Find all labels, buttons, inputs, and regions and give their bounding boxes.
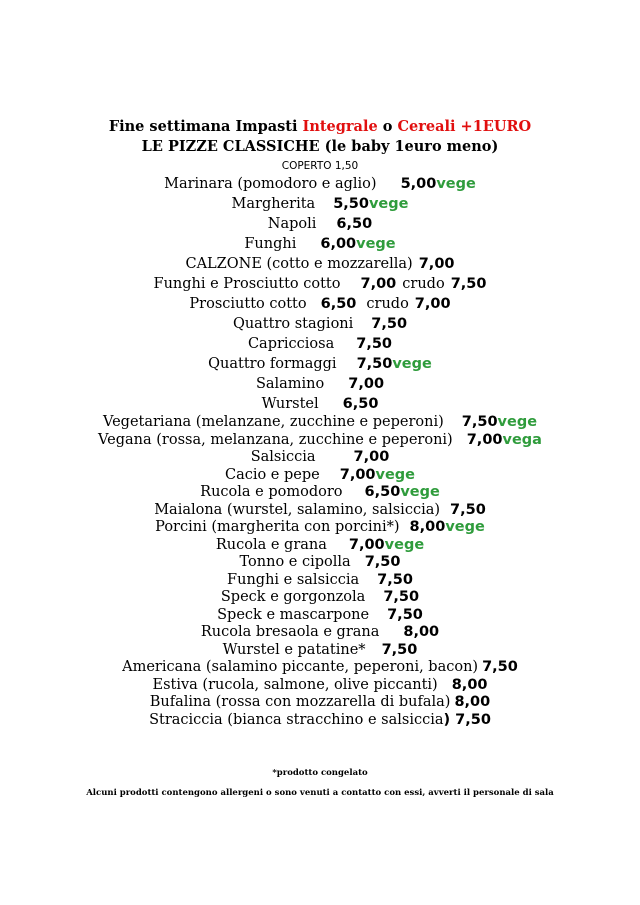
item-price: 5,00: [400, 176, 437, 192]
item-name: Quattro formaggi: [208, 356, 337, 372]
item-name: Rucola bresaola e grana: [200, 624, 380, 640]
weekend-prefix: Fine settimana Impasti: [108, 118, 303, 135]
item-name: Vegetariana (melanzane, zucchine e peperoni): [102, 414, 444, 430]
item-name: Maialona (wurstel, salamino, salsiccia): [154, 501, 441, 518]
menu-item: [0, 214, 640, 234]
item-price: 7,50: [383, 589, 420, 605]
menu-item: [0, 659, 640, 677]
integrale-label: Integrale: [302, 118, 378, 135]
item-name: Speck e gorgonzola: [220, 589, 366, 605]
item-name: Quattro stagioni: [232, 316, 354, 332]
item-price: 7,50: [482, 659, 518, 675]
vege-tag: vege: [445, 519, 485, 535]
allergen-notice: Alcuni prodotti contengono allergeni o sono venuti a contatto con essi, avverti il personale di sala: [86, 788, 554, 798]
menu-item: [0, 502, 640, 520]
item-price: ) 7,50: [443, 711, 491, 728]
item-price: 8,00: [451, 676, 488, 693]
coperto-price: COPERTO 1,50: [281, 160, 359, 172]
item-price: 7,00: [360, 276, 397, 292]
item-price: 7,50: [364, 554, 401, 570]
item-price-2: 7,00: [414, 296, 451, 312]
item-price: 7,50: [381, 641, 418, 658]
item-name: Straciccia (bianca stracchino e salsiccia: [149, 711, 444, 728]
item-name: Speck e mascarpone: [217, 606, 370, 623]
item-name: Wurstel: [261, 396, 319, 412]
item-price: 7,50: [371, 316, 408, 332]
item-price: 7,00: [348, 376, 385, 392]
pizza-list: [0, 174, 640, 729]
menu-item: [0, 537, 640, 555]
item-price-2: 7,50: [450, 276, 487, 292]
menu-item: [0, 374, 640, 394]
item-name: Porcini (margherita con porcini*): [155, 519, 400, 535]
item-name: Rucola e grana: [215, 536, 327, 553]
menu-item: [0, 194, 640, 214]
item-price: 5,50: [333, 196, 369, 212]
item-name: Funghi: [244, 236, 297, 252]
item-name: Cacio e pepe: [224, 466, 320, 483]
vege-tag: vege: [392, 356, 432, 372]
item-name: Rucola e pomodoro: [200, 484, 343, 500]
item-name: CALZONE (cotto e mozzarella): [185, 256, 413, 272]
header-connector: o: [377, 118, 398, 135]
item-name: Marinara (pomodoro e aglio): [164, 176, 377, 192]
item-price: 7,00: [353, 449, 390, 465]
menu-item: [0, 712, 640, 730]
vege-tag: vege: [497, 414, 538, 430]
item-name: Capricciosa: [247, 336, 335, 352]
vege-tag: vega: [502, 431, 542, 448]
vege-tag: vege: [436, 176, 476, 192]
item-name: Bufalina (rossa con mozzarella di bufala): [149, 694, 451, 710]
item-price: 7,50: [377, 571, 413, 588]
item-name: Funghi e Prosciutto cotto: [153, 276, 341, 292]
item-name: Estiva (rucola, salmone, olive piccanti): [152, 676, 438, 693]
menu-item: [0, 484, 640, 502]
vege-tag: vege: [368, 196, 409, 212]
item-price: 8,00: [409, 519, 446, 535]
item-price: 8,00: [454, 694, 491, 710]
item-name: Tonno e cipolla: [239, 554, 351, 570]
item-price: 7,50: [356, 356, 393, 372]
menu-item: [0, 174, 640, 194]
item-extra: crudo: [402, 276, 445, 292]
menu-item: [0, 354, 640, 374]
item-name: Vegana (rossa, melanzana, zucchine e peperoni): [98, 431, 453, 448]
menu-item: [0, 677, 640, 695]
menu-item: [0, 642, 640, 660]
menu-item: [0, 432, 640, 450]
item-name: Wurstel e patatine*: [222, 641, 366, 658]
vege-tag: vege: [400, 484, 440, 500]
menu-item: [0, 554, 640, 572]
item-price: 7,50: [356, 336, 393, 352]
item-name: Margherita: [231, 196, 316, 212]
menu-item: [0, 334, 640, 354]
menu-item: [0, 589, 640, 607]
menu-item: [0, 234, 640, 254]
item-price: 7,50: [461, 414, 498, 430]
cereali-label: Cereali +1EURO: [397, 118, 532, 135]
item-price: 7,00: [418, 256, 455, 272]
item-price: 7,00: [339, 466, 376, 483]
item-price: 7,00: [466, 431, 503, 448]
item-price: 8,00: [403, 624, 440, 640]
menu-item: [0, 394, 640, 414]
item-name: Funghi e salsiccia: [227, 571, 360, 588]
menu-item: [0, 607, 640, 625]
menu-item: [0, 467, 640, 485]
menu-item: [0, 294, 640, 314]
menu-item: [0, 449, 640, 467]
vege-tag: vege: [356, 236, 396, 252]
item-price: 6,00: [320, 236, 357, 252]
frozen-product-note: *prodotto congelato: [272, 768, 368, 778]
vege-tag: vege: [384, 536, 425, 553]
item-name: Prosciutto cotto: [189, 296, 307, 312]
page-title: LE PIZZE CLASSICHE (le baby 1euro meno): [141, 138, 499, 155]
item-price: 6,50: [336, 216, 373, 232]
item-price: 6,50: [342, 396, 379, 412]
menu-item: [0, 519, 640, 537]
item-price: 7,50: [450, 501, 486, 518]
menu-item: [0, 624, 640, 642]
menu-item: [0, 254, 640, 274]
item-name: Salamino: [255, 376, 325, 392]
item-name: Americana (salamino piccante, peperoni, bacon): [122, 659, 479, 675]
item-name: Napoli: [267, 216, 317, 232]
menu-item: [0, 274, 640, 294]
menu-item: [0, 414, 640, 432]
item-price: 6,50: [320, 296, 357, 312]
item-price: 6,50: [364, 484, 401, 500]
menu-item: [0, 572, 640, 590]
weekend-dough-header: [0, 117, 640, 137]
vege-tag: vege: [375, 466, 416, 483]
menu-item: [0, 314, 640, 334]
item-price: 7,50: [387, 606, 423, 623]
item-price: 7,00: [348, 536, 385, 553]
item-name: Salsiccia: [250, 449, 316, 465]
menu-item: [0, 694, 640, 712]
item-extra: crudo: [366, 296, 409, 312]
